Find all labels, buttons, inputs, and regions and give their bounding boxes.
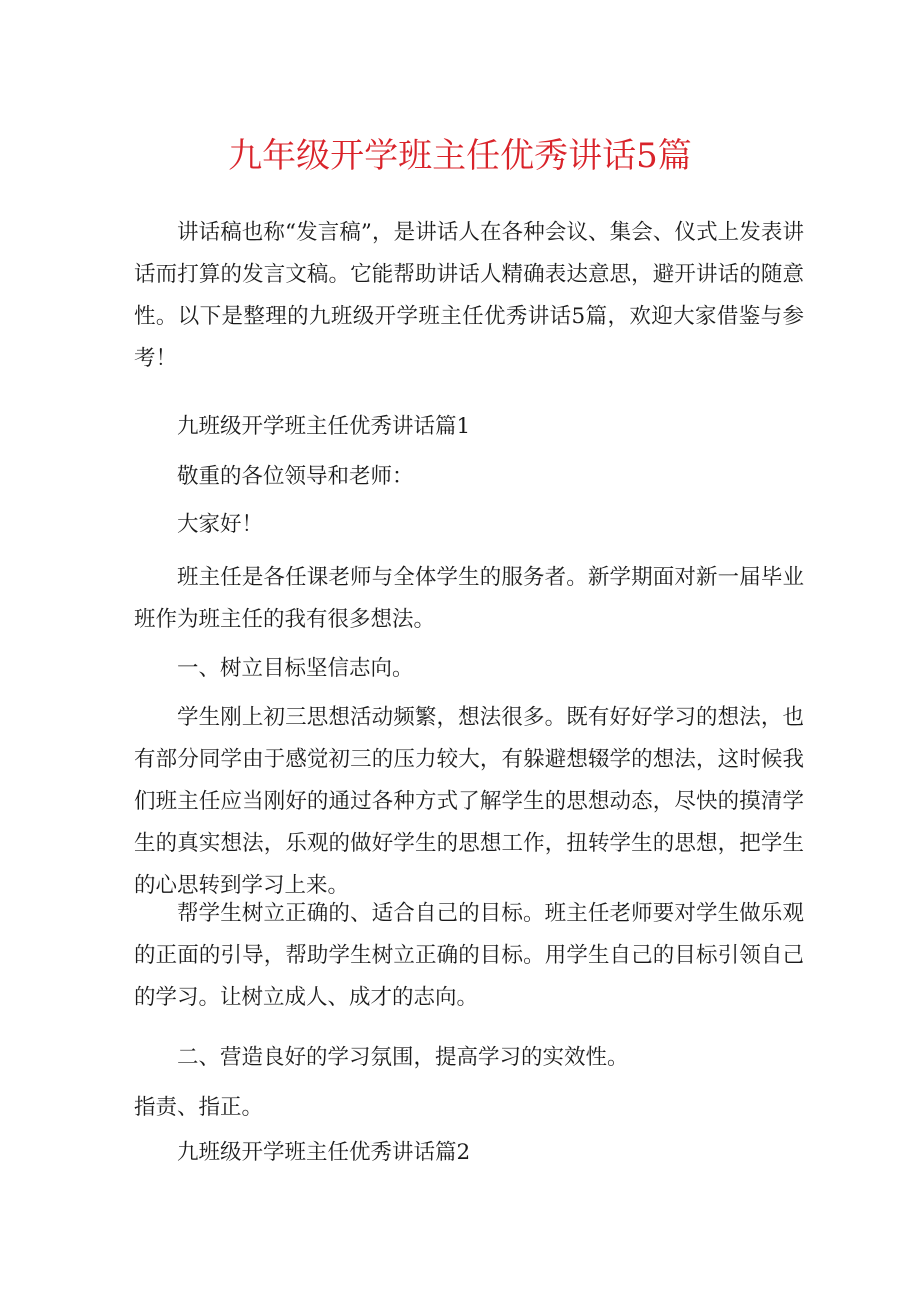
fragment-text: 指责、指正。 xyxy=(134,1095,264,1120)
paragraph-goals: 帮学生树立正确的、适合自己的目标。班主任老师要对学生做乐观的正面的引导，帮助学生树立正确的目标。用学生自己的目标引领自己的学习。让树立成人、成才的志向。 xyxy=(134,901,804,1010)
point-heading-1: 一、树立目标坚信志向。 xyxy=(177,656,414,681)
intro-paragraph: 讲话稿也称“发言稿”，是讲话人在各种会议、集会、仪式上发表讲话而打算的发言文稿。它能帮助讲话人精确表达意思，避开讲话的随意性。以下是整理的九班级开学班主任优秀讲话5篇，欢迎大家借鉴与参考！ xyxy=(134,220,804,371)
section-heading-2: 九班级开学班主任优秀讲话篇2 xyxy=(177,1140,471,1165)
paragraph-role: 班主任是各任课老师与全体学生的服务者。新学期面对新一届毕业班作为班主任的我有很多想法。 xyxy=(134,565,804,632)
section-heading-1: 九班级开学班主任优秀讲话篇1 xyxy=(177,414,471,439)
salutation: 敬重的各位领导和老师： xyxy=(177,464,414,489)
point-heading-2: 二、营造良好的学习氛围，提高学习的实效性。 xyxy=(177,1045,629,1070)
paragraph-thoughts: 学生刚上初三思想活动频繁，想法很多。既有好好学习的想法，也有部分同学由于感觉初三的压力较大，有躲避想辍学的想法，这时候我们班主任应当刚好的通过各种方式了解学生的思想动态，尽快的摸清学生的真实想法，乐观的做好学生的思想工作，扭转学生的思想，把学生的心思转到学习上来。 xyxy=(134,705,804,898)
document-title: 九年级开学班主任优秀讲话5篇 xyxy=(228,136,692,176)
greeting: 大家好！ xyxy=(177,512,264,537)
